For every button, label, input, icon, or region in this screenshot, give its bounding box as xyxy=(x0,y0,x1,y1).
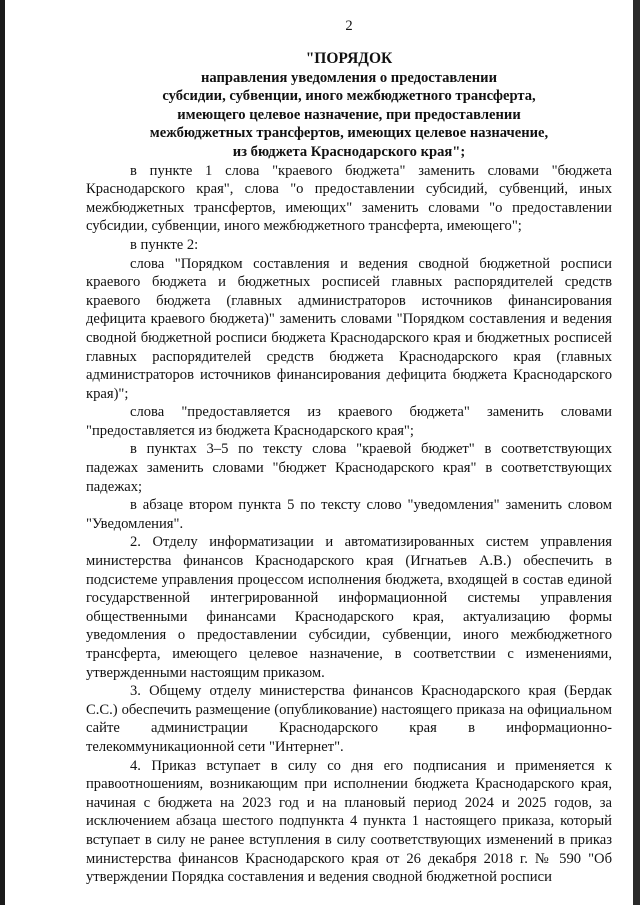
heading-line: из бюджета Краснодарского края"; xyxy=(232,143,466,160)
heading-line: направления уведомления о предоставлении xyxy=(200,69,497,86)
paragraph: 2. Отделу информатизации и автоматизированных систем управления министерства финансов Краснодарского края (Игнатьев А.В.) обеспечить в подсистеме управления процессом исполнения бюджета, входящей в состав единой государственной интегрированной информационной системы управления общественными финансами Краснодарского края, актуализацию формы уведомления о предоставлении субсидии, субвенции, иного межбюджетного трансферта, имеющего целевое назначение, в соответствии с изменениями, утвержденными настоящим приказом. xyxy=(86,534,612,681)
scan-edge-left xyxy=(0,0,5,905)
heading-line: межбюджетных трансфертов, имеющих целевое назначение, xyxy=(149,125,549,142)
heading-line: имеющего целевое назначение, при предоставлении xyxy=(177,106,521,123)
heading-title: "ПОРЯДОК xyxy=(305,50,393,67)
paragraph: в пункте 2: xyxy=(130,236,199,253)
paragraph: в пункте 1 слова "краевого бюджета" заменить словами "бюджета Краснодарского края", слова "о предоставлении субсидий, субвенций, иных межбюджетных трансфертов, имеющих" заменить словами "о предоставлении субсидии, субвенции, иного межбюджетного трансферта, имеющего"; xyxy=(86,162,612,235)
page-number: 2 xyxy=(345,18,353,34)
paragraph: 4. Приказ вступает в силу со дня его подписания и применяется к правоотношениям, возникающим при исполнении бюджета Краснодарского края, начиная с бюджета на 2023 год и на плановый период 2024 и 2025 годов, за исключением абзаца шестого подпункта 4 пункта 1 настоящего приказа, который вступает в силу не ранее вступления в силу соответствующих изменений в приказ министерства финансов Краснодарского края от 26 декабря 2018 г. № 590 "Об утверждении Порядка составления и ведения сводной бюджетной росписи xyxy=(86,757,612,886)
paragraph: слова "предоставляется из краевого бюджета" заменить словами "предоставляется из бюджета Краснодарского края"; xyxy=(86,404,612,439)
paragraph: 3. Общему отделу министерства финансов Краснодарского края (Бердак С.С.) обеспечить размещение (опубликование) настоящего приказа на официальном сайте администрации Краснодарского края в информационно-телекоммуникационной сети "Интернет". xyxy=(86,683,612,755)
scan-edge-right xyxy=(633,0,640,905)
document-page xyxy=(86,16,612,887)
document-heading xyxy=(86,50,612,162)
paragraph: в пунктах 3–5 по тексту слова "краевой бюджет" в соответствующих падежах заменить словами "бюджет Краснодарского края" в соответствующих падежах; xyxy=(86,441,612,495)
paragraph: слова "Порядком составления и ведения сводной бюджетной росписи краевого бюджета и бюджетных росписей главных распорядителей средств краевого бюджета (главных администраторов источников финансирования дефицита краевого бюджета)" заменить словами "Порядком составления и ведения сводной бюджетной росписи бюджета Краснодарского края и бюджетных росписей главных распорядителей средств бюджета Краснодарского края (главных администраторов источников финансирования дефицита бюджета Краснодарского края)"; xyxy=(86,255,612,402)
paragraph: в абзаце втором пункта 5 по тексту слово "уведомления" заменить словом "Уведомления". xyxy=(86,497,612,532)
document-body xyxy=(86,162,612,887)
heading-line: субсидии, субвенции, иного межбюджетного трансферта, xyxy=(162,88,536,105)
